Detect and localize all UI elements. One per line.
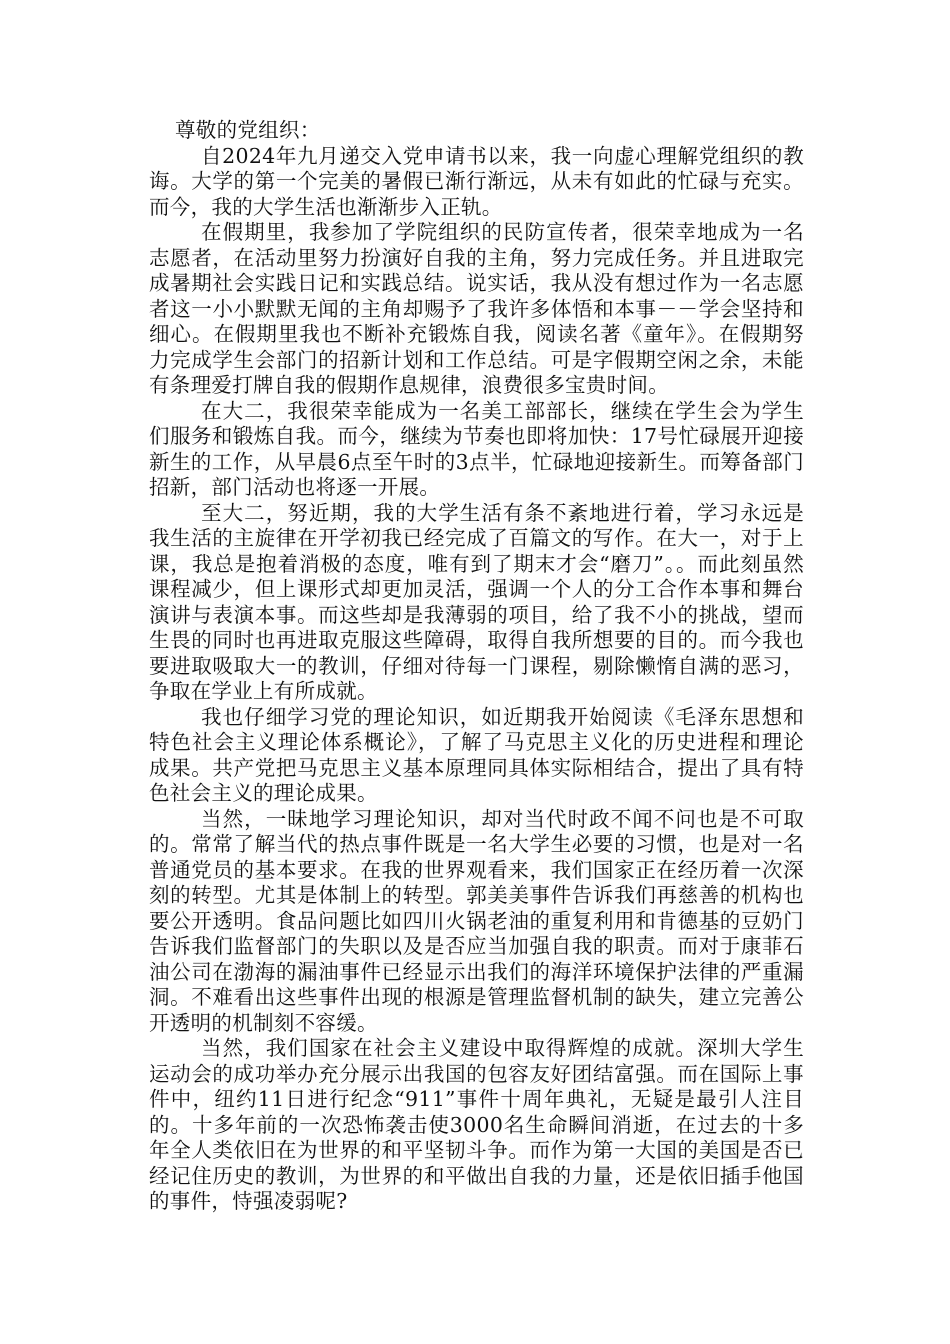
paragraph-7: 当然，我们国家在社会主义建设中取得辉煌的成就。深圳大学生运动会的成功举办充分展示出我国的包容友好团结富强。而在国际上事件中，纽约11日进行纪念“911”事件十周年典礼，无疑是最引人注目的。十多年前的一次恐怖袭击使3000名生命瞬间消逝，在过去的十多年全人类依旧在为世界的和平坚韧斗争。而作为第一大国的美国是否已经记住历史的教训，为世界的和平做出自我的力量，还是依旧插手他国的事件，恃强凌弱呢? — [149, 1036, 804, 1213]
paragraph-5: 我也仔细学习党的理论知识，如近期我开始阅读《毛泽东思想和特色社会主义理论体系概论》，了解了马克思主义化的历史进程和理论成果。共产党把马克思主义基本原理同具体实际相结合，提出了具有特色社会主义的理论成果。 — [149, 704, 804, 805]
paragraph-2: 在假期里，我参加了学院组织的民防宣传者，很荣幸地成为一名志愿者，在活动里努力扮演好自我的主角，努力完成任务。并且进取完成暑期社会实践日记和实践总结。说实话，我从没有想过作为一名志愿者这一小小默默无闻的主角却赐予了我许多体悟和本事－－学会坚持和细心。在假期里我也不断补充锻炼自我，阅读名著《童年》。在假期努力完成学生会部门的招新计划和工作总结。可是字假期空闲之余，未能有条理爱打牌自我的假期作息规律，浪费很多宝贵时间。 — [149, 220, 804, 397]
paragraph-1: 自2024年九月递交入党申请书以来，我一向虚心理解党组织的教诲。大学的第一个完美的暑假已渐行渐远，从未有如此的忙碌与充实。而今，我的大学生活也渐渐步入正轨。 — [149, 143, 804, 219]
paragraph-4: 至大二，努近期，我的大学生活有条不紊地进行着，学习永远是我生活的主旋律在开学初我已经完成了百篇文的写作。在大一，对于上课，我总是抱着消极的态度，唯有到了期末才会“磨刀”。。而此刻虽然课程减少，但上课形式却更加灵活，强调一个人的分工合作本事和舞台演讲与表演本事。而这些却是我薄弱的项目，给了我不小的挑战，望而生畏的同时也再进取克服这些障碍，取得自我所想要的目的。而今我也要进取吸取大一的教训，仔细对待每一门课程，剔除懒惰自满的恶习，争取在学业上有所成就。 — [149, 500, 804, 703]
salutation: 尊敬的党组织： — [175, 118, 321, 142]
paragraph-6: 当然，一昧地学习理论知识，却对当代时政不闻不问也是不可取的。常常了解当代的热点事件既是一名大学生必要的习惯，也是对一名普通党员的基本要求。在我的世界观看来，我们国家正在经历着一次深刻的转型。尤其是体制上的转型。郭美美事件告诉我们再慈善的机构也要公开透明。食品问题比如四川火锅老油的重复利用和肯德基的豆奶门告诉我们监督部门的失职以及是否应当加强自我的职责。而对于康菲石油公司在渤海的漏油事件已经显示出我们的海洋环境保护法律的严重漏洞。不难看出这些事件出现的根源是管理监督机制的缺失，建立完善公开透明的机制刻不容缓。 — [149, 806, 804, 1035]
letter-body — [149, 118, 804, 1215]
paragraph-3: 在大二，我很荣幸能成为一名美工部部长，继续在学生会为学生们服务和锻炼自我。而今，继续为节奏也即将加快：17号忙碌展开迎接新生的工作，从早晨6点至午时的3点半，忙碌地迎接新生。而筹备部门招新，部门活动也将逐一开展。 — [149, 398, 804, 499]
